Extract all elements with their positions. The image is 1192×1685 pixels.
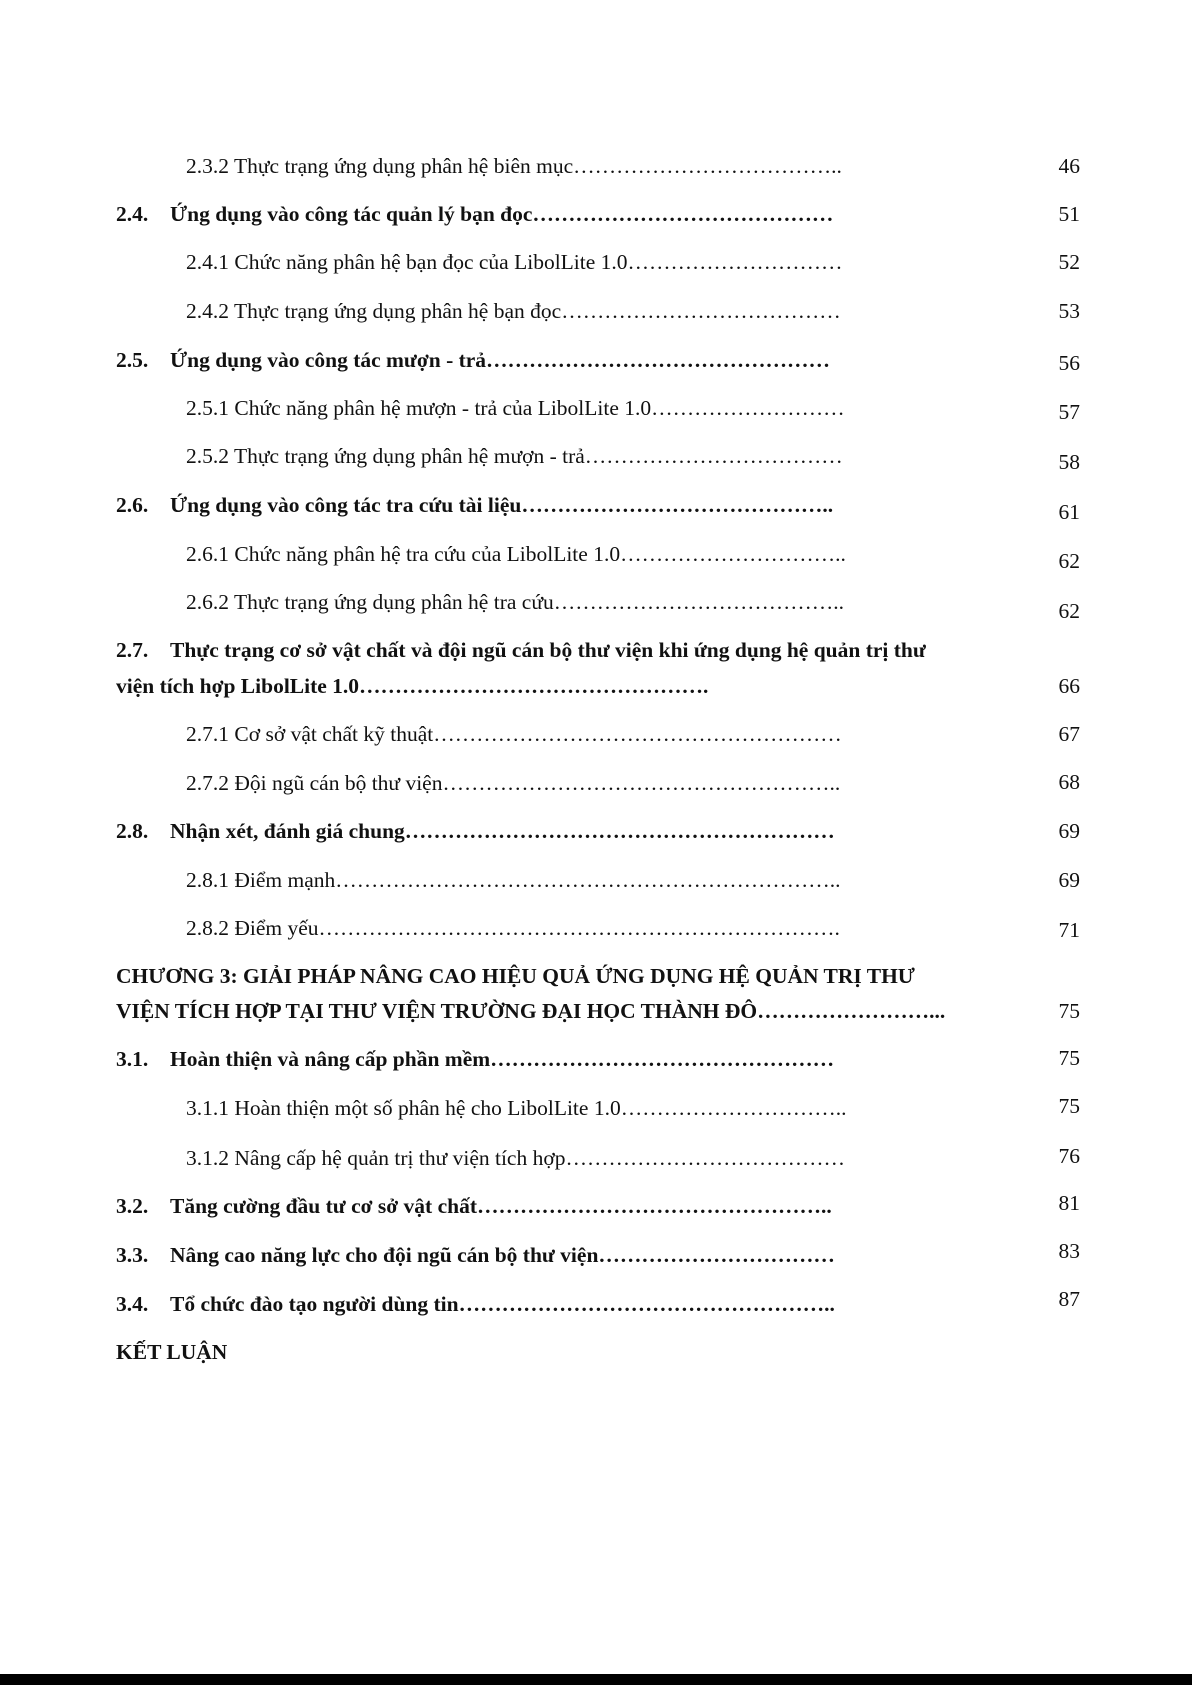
toc-section-title: Ứng dụng vào công tác mượn - trả………………………………………… bbox=[170, 348, 831, 372]
toc-entry-text: 2.3.2 Thực trạng ứng dụng phân hệ biên mục……………………………….. bbox=[186, 154, 842, 178]
toc-entry-text: 2.8.1 Điểm mạnh…………………………………………………………….. bbox=[186, 868, 841, 892]
toc-page-number: 66 bbox=[1058, 674, 1080, 698]
toc-chapter-3-continued bbox=[116, 998, 945, 1024]
toc-page-number: 68 bbox=[1058, 770, 1080, 794]
toc-entry-3-1-1 bbox=[186, 1095, 846, 1121]
toc-section-2-8 bbox=[116, 818, 835, 844]
toc-section-title: Tăng cường đầu tư cơ sở vật chất………………………………………….. bbox=[170, 1194, 832, 1218]
toc-section-number: 2.7. bbox=[116, 638, 149, 662]
toc-page-number: 75 bbox=[1058, 1094, 1080, 1118]
toc-entry-2-7-2 bbox=[186, 770, 840, 796]
toc-page-number: 81 bbox=[1058, 1191, 1080, 1215]
toc-entry-2-7-1 bbox=[186, 721, 842, 747]
toc-chapter-3 bbox=[116, 963, 915, 989]
bottom-border-bar bbox=[0, 1674, 1192, 1685]
toc-section-3-1 bbox=[116, 1046, 834, 1072]
toc-entry-2-6-1 bbox=[186, 541, 846, 567]
toc-entry-2-6-2 bbox=[186, 589, 844, 615]
toc-section-title: Nâng cao năng lực cho đội ngũ cán bộ thư viện…………………………… bbox=[170, 1243, 835, 1267]
toc-page-number: 52 bbox=[1058, 250, 1080, 274]
toc-page-number: 75 bbox=[1058, 1046, 1080, 1070]
toc-page-number: 56 bbox=[1058, 351, 1080, 375]
toc-section-number: 3.3. bbox=[116, 1243, 149, 1267]
toc-section-number: 2.8. bbox=[116, 819, 149, 843]
toc-entry-2-8-1 bbox=[186, 867, 841, 893]
toc-section-number: 2.6. bbox=[116, 493, 149, 517]
toc-entry-text: 2.7.1 Cơ sở vật chất kỹ thuật………………………………………………… bbox=[186, 722, 842, 746]
toc-page-number: 75 bbox=[1058, 999, 1080, 1023]
toc-entry-text: 2.6.1 Chức năng phân hệ tra cứu của LibolLite 1.0………………………….. bbox=[186, 542, 846, 566]
toc-section-3-2 bbox=[116, 1193, 832, 1219]
toc-section-3-4 bbox=[116, 1291, 835, 1317]
toc-section-2-5 bbox=[116, 347, 830, 373]
toc-section-number: 3.2. bbox=[116, 1194, 149, 1218]
toc-section-title-line2: viện tích hợp LibolLite 1.0…………………………………………. bbox=[116, 674, 709, 698]
toc-entry-text: 2.5.1 Chức năng phân hệ mượn - trả của LibolLite 1.0……………………… bbox=[186, 396, 845, 420]
toc-entry-text: 2.4.1 Chức năng phân hệ bạn đọc của LibolLite 1.0………………………… bbox=[186, 250, 843, 274]
toc-section-number: 3.4. bbox=[116, 1292, 149, 1316]
toc-section-title: Tổ chức đào tạo người dùng tin…………………………………………….. bbox=[170, 1292, 835, 1316]
toc-entry-2-5-2 bbox=[186, 443, 843, 469]
toc-page-number: 58 bbox=[1058, 450, 1080, 474]
toc-page-number: 53 bbox=[1058, 299, 1080, 323]
toc-entry-2-5-1 bbox=[186, 395, 845, 421]
toc-section-2-6 bbox=[116, 492, 833, 518]
toc-section-2-7 bbox=[116, 637, 926, 663]
toc-entry-text: 2.8.2 Điểm yếu………………………………………………………………. bbox=[186, 916, 840, 940]
toc-entry-text: 2.7.2 Đội ngũ cán bộ thư viện……………………………………………….. bbox=[186, 771, 841, 795]
toc-chapter-title-line2: VIỆN TÍCH HỢP TẠI THƯ VIỆN TRƯỜNG ĐẠI HỌC THÀNH ĐÔ……………………... bbox=[116, 999, 946, 1023]
toc-chapter-title: CHƯƠNG 3: GIẢI PHÁP NÂNG CAO HIỆU QUẢ ỨNG DỤNG HỆ QUẢN TRỊ THƯ bbox=[116, 964, 915, 988]
toc-section-number: 2.5. bbox=[116, 348, 149, 372]
toc-section-title: Ứng dụng vào công tác tra cứu tài liệu…………………………………….. bbox=[170, 493, 834, 517]
toc-page-number: 71 bbox=[1058, 918, 1080, 942]
toc-section-title: Nhận xét, đánh giá chung…………………………………………………… bbox=[170, 819, 835, 843]
toc-entry-text: 2.4.2 Thực trạng ứng dụng phân hệ bạn đọc………………………………… bbox=[186, 299, 841, 323]
toc-conclusion-title: KẾT LUẬN bbox=[116, 1340, 228, 1364]
toc-entry-2-4-1 bbox=[186, 249, 843, 275]
toc-entry-text: 2.6.2 Thực trạng ứng dụng phân hệ tra cứu………………………………….. bbox=[186, 590, 844, 614]
toc-section-title: Thực trạng cơ sở vật chất và đội ngũ cán bộ thư viện khi ứng dụng hệ quản trị thư bbox=[170, 638, 926, 662]
toc-entry-2-3-2 bbox=[186, 153, 842, 179]
toc-page-number: 62 bbox=[1058, 599, 1080, 623]
toc-entry-text: 3.1.1 Hoàn thiện một số phân hệ cho LibolLite 1.0………………………….. bbox=[186, 1096, 847, 1120]
toc-entry-2-8-2 bbox=[186, 915, 840, 941]
toc-section-number: 2.4. bbox=[116, 202, 149, 226]
toc-page-number: 51 bbox=[1058, 202, 1080, 226]
toc-section-3-3 bbox=[116, 1242, 835, 1268]
toc-section-2-4 bbox=[116, 201, 833, 227]
toc-page-number: 67 bbox=[1058, 722, 1080, 746]
toc-page-number: 62 bbox=[1058, 549, 1080, 573]
toc-entry-3-1-2 bbox=[186, 1145, 845, 1171]
toc-entry-2-4-2 bbox=[186, 298, 841, 324]
toc-entry-text: 3.1.2 Nâng cấp hệ quản trị thư viện tích hợp………………………………… bbox=[186, 1146, 845, 1170]
toc-page-number: 69 bbox=[1058, 819, 1080, 843]
toc-page-number: 87 bbox=[1058, 1287, 1080, 1311]
toc-page-number: 61 bbox=[1058, 500, 1080, 524]
toc-section-title: Hoàn thiện và nâng cấp phần mềm………………………………………… bbox=[170, 1047, 835, 1071]
toc-page-number: 83 bbox=[1058, 1239, 1080, 1263]
toc-page-number: 76 bbox=[1058, 1144, 1080, 1168]
toc-section-title: Ứng dụng vào công tác quản lý bạn đọc…………………………………… bbox=[170, 202, 834, 226]
toc-page-number: 46 bbox=[1058, 154, 1080, 178]
toc-section-2-7-continued bbox=[116, 673, 708, 699]
toc-entry-text: 2.5.2 Thực trạng ứng dụng phân hệ mượn - trả……………………………… bbox=[186, 444, 843, 468]
toc-page-number: 69 bbox=[1058, 868, 1080, 892]
toc-conclusion-heading bbox=[116, 1339, 227, 1365]
toc-section-number: 3.1. bbox=[116, 1047, 149, 1071]
toc-page-number: 57 bbox=[1058, 400, 1080, 424]
